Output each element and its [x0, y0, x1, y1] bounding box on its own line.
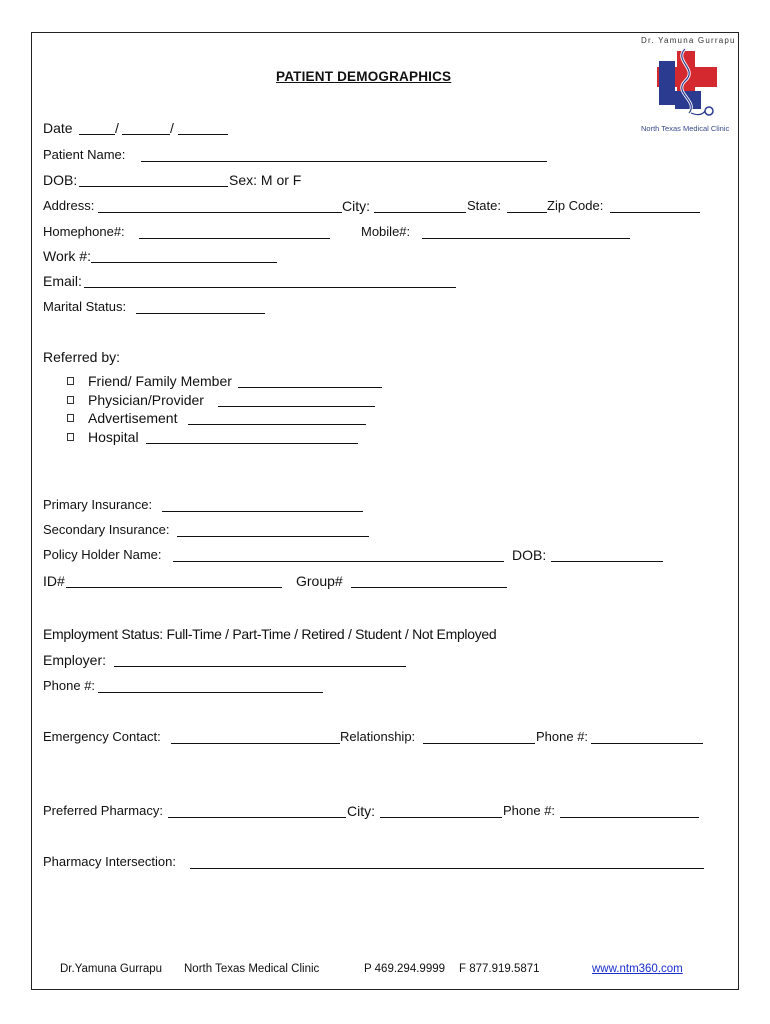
date-separator: / — [115, 120, 119, 136]
policy-holder-label: Policy Holder Name: — [43, 547, 162, 562]
referral-advertisement-input[interactable] — [188, 424, 366, 425]
date-day-input[interactable] — [122, 134, 170, 135]
zip-input[interactable] — [610, 212, 700, 213]
preferred-pharmacy-input[interactable] — [168, 817, 346, 818]
referral-checkbox[interactable] — [67, 414, 74, 422]
patient-name-label: Patient Name: — [43, 147, 126, 162]
policy-holder-input[interactable] — [173, 561, 504, 562]
homephone-label: Homephone#: — [43, 224, 125, 239]
dob-label: DOB: — [43, 172, 78, 188]
referral-checkbox[interactable] — [67, 433, 74, 441]
relationship-label: Relationship: — [340, 729, 416, 744]
pharmacy-phone-input[interactable] — [560, 817, 699, 818]
referral-option-label: Hospital — [88, 429, 139, 445]
employer-phone-label: Phone #: — [43, 678, 96, 693]
employment-status-label[interactable]: Employment Status: Full-Time / Part-Time / Retired / Student / Not Employed — [43, 626, 497, 642]
referral-option-label: Physician/Provider — [88, 392, 204, 408]
footer-fax: F 877.919.5871 — [459, 963, 540, 975]
sex-label[interactable]: Sex: M or F — [229, 172, 302, 188]
referral-option-label: Friend/ Family Member — [88, 373, 232, 389]
referral-checkbox[interactable] — [67, 377, 74, 385]
pharmacy-intersection-input[interactable] — [190, 868, 704, 869]
relationship-input[interactable] — [423, 743, 535, 744]
marital-status-input[interactable] — [136, 313, 265, 314]
patient-name-input[interactable] — [141, 161, 547, 162]
employer-input[interactable] — [114, 666, 406, 667]
date-year-input[interactable] — [178, 134, 228, 135]
marital-status-label: Marital Status: — [43, 299, 127, 314]
footer-clinic: North Texas Medical Clinic — [184, 963, 320, 975]
pharmacy-phone-label: Phone #: — [503, 803, 556, 818]
secondary-insurance-input[interactable] — [177, 536, 369, 537]
employer-label: Employer: — [43, 652, 107, 668]
mobile-label: Mobile#: — [361, 224, 411, 239]
primary-insurance-label: Primary Insurance: — [43, 497, 153, 512]
pharmacy-city-label: City: — [347, 803, 375, 819]
date-month-input[interactable] — [79, 134, 115, 135]
address-input[interactable] — [98, 212, 342, 213]
footer-doctor: Dr.Yamuna Gurrapu — [60, 963, 163, 975]
work-phone-input[interactable] — [91, 262, 277, 263]
logo-doctor-name: Dr. Yamuna Gurrapu — [641, 36, 736, 45]
footer-website-link[interactable]: www.ntm360.com — [592, 963, 683, 975]
policy-dob-label: DOB: — [512, 547, 547, 563]
logo-clinic-name: North Texas Medical Clinic — [641, 124, 730, 133]
referral-checkbox[interactable] — [67, 396, 74, 404]
referral-option-label: Advertisement — [88, 410, 178, 426]
page-title: PATIENT DEMOGRAPHICS — [276, 69, 452, 84]
referral-physician-input[interactable] — [218, 406, 375, 407]
group-input[interactable] — [351, 587, 507, 588]
secondary-insurance-label: Secondary Insurance: — [43, 522, 170, 537]
referral-friend-input[interactable] — [238, 387, 382, 388]
pharmacy-city-input[interactable] — [380, 817, 502, 818]
emergency-phone-label: Phone #: — [536, 729, 589, 744]
emergency-contact-input[interactable] — [171, 743, 340, 744]
pharmacy-intersection-label: Pharmacy Intersection: — [43, 854, 176, 869]
preferred-pharmacy-label: Preferred Pharmacy: — [43, 803, 163, 818]
referred-by-heading: Referred by: — [43, 349, 121, 365]
mobile-input[interactable] — [422, 238, 630, 239]
footer-phone: P 469.294.9999 — [364, 963, 446, 975]
address-label: Address: — [43, 198, 95, 213]
city-label: City: — [342, 198, 370, 214]
emergency-phone-input[interactable] — [591, 743, 703, 744]
email-label: Email: — [43, 273, 82, 289]
emergency-contact-label: Emergency Contact: — [43, 729, 161, 744]
id-label: ID# — [43, 573, 65, 589]
city-input[interactable] — [374, 212, 466, 213]
email-input[interactable] — [84, 287, 456, 288]
state-label: State: — [467, 198, 501, 213]
group-label: Group# — [296, 573, 343, 589]
date-label: Date — [43, 120, 73, 136]
homephone-input[interactable] — [139, 238, 330, 239]
zip-label: Zip Code: — [547, 198, 604, 213]
date-separator: / — [170, 120, 174, 136]
clinic-logo-icon — [655, 47, 723, 119]
primary-insurance-input[interactable] — [162, 511, 363, 512]
state-input[interactable] — [507, 212, 547, 213]
work-phone-label: Work #: — [43, 248, 91, 264]
employer-phone-input[interactable] — [98, 692, 323, 693]
dob-input[interactable] — [79, 186, 228, 187]
policy-dob-input[interactable] — [551, 561, 663, 562]
id-input[interactable] — [66, 587, 282, 588]
referral-hospital-input[interactable] — [146, 443, 358, 444]
